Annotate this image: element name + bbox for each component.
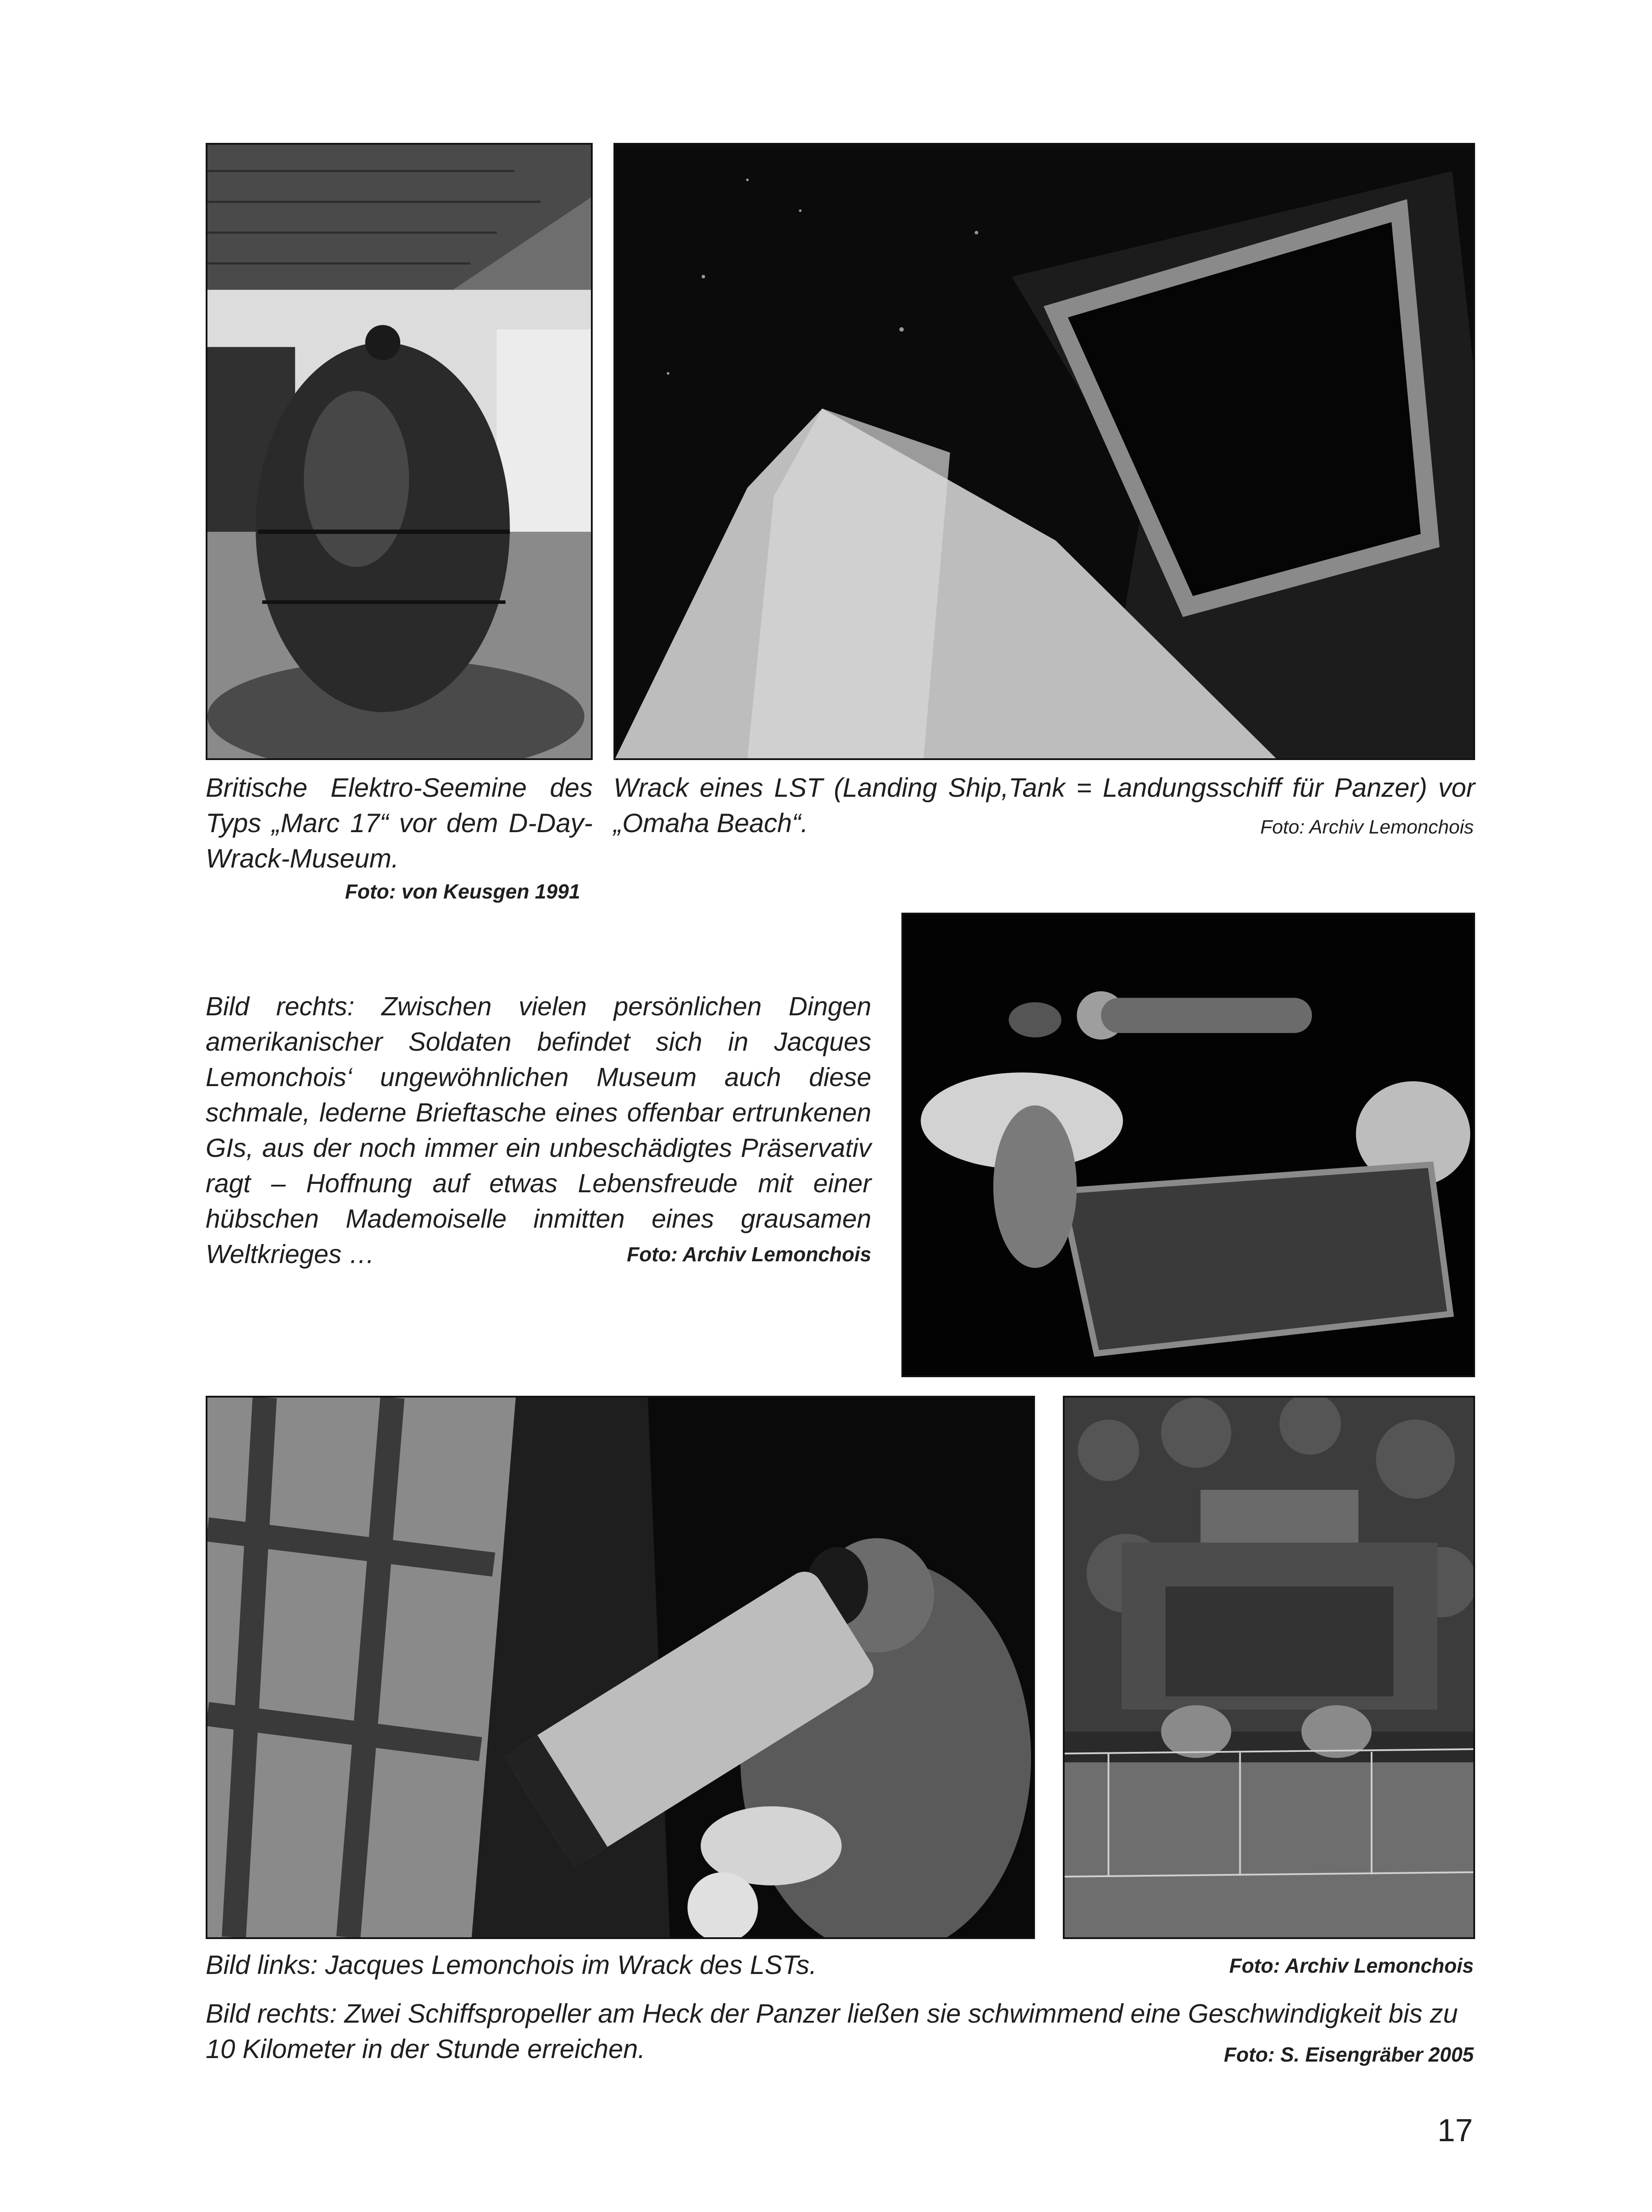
page-number: 17: [1437, 2113, 1473, 2148]
credit-sea-mine: Foto: von Keusgen 1991: [345, 880, 580, 903]
photo-sea-mine: [206, 143, 593, 760]
photo-lst-wreck: [613, 143, 1475, 760]
caption-sea-mine: Britische Elektro-Seemine des Typs „Marc 17“ vor dem D-Day-Wrack-Museum.: [206, 773, 593, 873]
credit-wallet: Foto: Archiv Lemonchois: [627, 1243, 871, 1266]
caption-wallet: Bild rechts: Zwischen vielen persönlichen Dingen amerikanischer Soldaten befindet sich in Jacques Lemonchois‘ ungewöhnlichen Museum auch diese schmale, lederne Brieftasche eines offenbar ertrunkenen GIs, aus der noch immer ein unbeschädigtes Präservativ ragt – Hoffnung auf etwas Lebensfreude mit einer hübschen Mademoiselle inmitten eines grausamen Weltkrieges …: [206, 992, 871, 1269]
credit-diver: Foto: Archiv Lemonchois: [1229, 1954, 1474, 1977]
photo-diver: [206, 1396, 1035, 1939]
caption-tank: Bild rechts: Zwei Schiffspropeller am Heck der Panzer ließen sie schwimmend eine Geschwindigkeit bis zu 10 Kilometer in der Stunde erreichen.: [206, 1999, 1458, 2064]
photo-tank: [1063, 1396, 1475, 1939]
caption-diver: Bild links: Jacques Lemonchois im Wrack des LSTs.: [206, 1950, 817, 1980]
photo-wallet: [901, 913, 1475, 1377]
credit-lst-wreck: Foto: Archiv Lemonchois: [1260, 816, 1474, 838]
caption-lst-wreck: Wrack eines LST (Landing Ship,Tank = Landungsschiff für Panzer) vor „Omaha Beach“.: [613, 773, 1475, 838]
credit-tank: Foto: S. Eisengräber 2005: [1224, 2043, 1474, 2066]
